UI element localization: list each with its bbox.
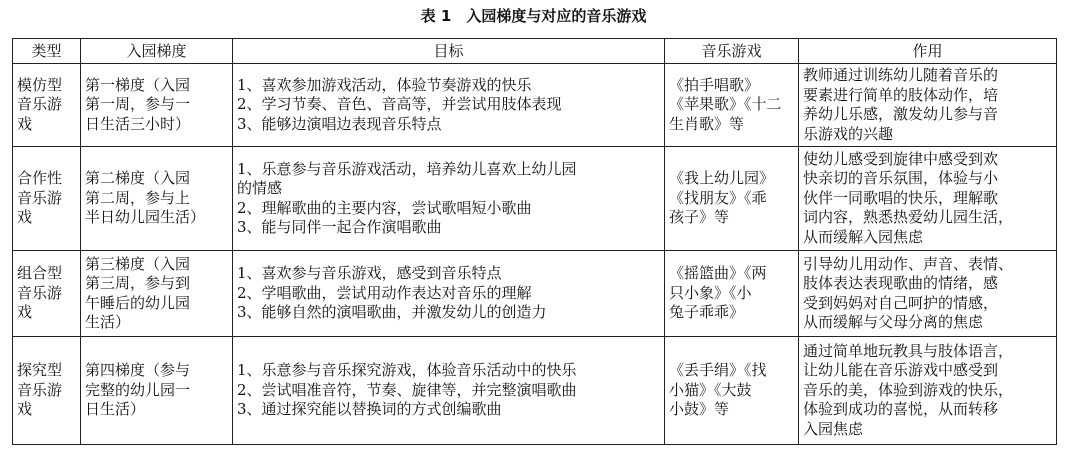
cell-effect xyxy=(799,337,1057,445)
cell-line: 的情感 xyxy=(237,179,283,197)
cell-line: 第二周，参与上 xyxy=(85,188,191,207)
cell-line: 日生活） xyxy=(85,400,146,419)
cell-line: 完整的幼儿园一 xyxy=(85,380,191,399)
cell-line: 音乐游 xyxy=(17,95,63,114)
cell-line: 戏 xyxy=(17,400,33,419)
cell-goals xyxy=(233,64,665,147)
cell-type xyxy=(13,147,81,251)
cell-line: 《我上幼儿园》 xyxy=(669,169,775,188)
cell-line: 3、通过探究能以替换词的方式创编歌曲 xyxy=(237,400,502,419)
cell-line: 2、理解歌曲的主要内容，尝试歌唱短小歌曲 xyxy=(237,198,532,217)
cell-line: 音乐游 xyxy=(17,380,63,399)
cell-gradient xyxy=(81,147,233,251)
cell-line: 3、能与同伴一起合作演唱歌曲 xyxy=(237,218,442,236)
header-effect: 作用 xyxy=(799,39,1057,64)
cell-effect xyxy=(799,251,1057,337)
cell-line: 《摇篮曲》《两 xyxy=(669,264,767,283)
table-row xyxy=(13,337,1057,445)
cell-line: 生活） xyxy=(85,313,131,331)
cell-games xyxy=(665,64,799,147)
cell-line: 《找朋友》《乖 xyxy=(669,188,767,207)
cell-line: 3、能够边演唱边表现音乐特点 xyxy=(237,114,442,133)
cell-line: 音乐的美，体验到游戏的快乐， xyxy=(803,380,1014,399)
cell-line: 《苹果歌》《十二 xyxy=(669,95,782,114)
cell-line: 音乐游 xyxy=(17,188,63,207)
cell-line: 戏 xyxy=(17,208,33,227)
cell-line: 词内容，熟悉热爱幼儿园生活， xyxy=(803,208,1014,227)
cell-line: 肢体表达表现歌曲的情绪，感 xyxy=(803,274,999,292)
cell-type xyxy=(13,337,81,445)
cell-line: 第一梯度（入园 xyxy=(85,75,191,94)
cell-goals xyxy=(233,251,665,337)
cell-line: 生肖歌》等 xyxy=(669,114,745,133)
cell-line: 第三梯度（入园 xyxy=(85,254,191,273)
cell-line: 养幼儿乐感，激发幼儿参与音 xyxy=(803,105,999,123)
cell-gradient xyxy=(81,64,233,147)
cell-line: 合作性 xyxy=(17,169,63,188)
cell-line: 模仿型 xyxy=(17,75,63,94)
cell-goals xyxy=(233,337,665,445)
cell-line: 2、尝试唱准音符，节奏、旋律等，并完整演唱歌曲 xyxy=(237,380,577,399)
gradient-music-game-table xyxy=(12,38,1057,445)
cell-line: 第二梯度（入园 xyxy=(85,169,191,188)
cell-line: 2、学习节奏、音色、音高等，并尝试用肢体表现 xyxy=(237,95,562,114)
cell-line: 1、乐意参与音乐游戏活动，培养幼儿喜欢上幼儿园 xyxy=(237,159,577,178)
cell-line: 要素进行简单的肢体动作，培 xyxy=(803,85,999,104)
cell-line: 日生活三小时） xyxy=(85,114,191,133)
cell-line: 伙伴一同歌唱的快乐，理解歌 xyxy=(803,188,999,207)
cell-line: 快亲切的音乐氛围，体验与小 xyxy=(803,169,999,188)
cell-line: 1、喜欢参与音乐游戏，感受到音乐特点 xyxy=(237,264,502,283)
cell-line: 乐游戏的兴趣 xyxy=(803,124,894,143)
header-games: 音乐游戏 xyxy=(665,39,799,64)
cell-line: 《丢手绢》《找 xyxy=(669,361,767,380)
cell-line: 戏 xyxy=(17,303,33,322)
cell-line: 从而缓解与父母分离的焦虑 xyxy=(803,313,984,331)
cell-line: 使幼儿感受到旋律中感受到欢 xyxy=(803,149,999,168)
cell-line: 探究型 xyxy=(17,361,63,380)
cell-line: 《拍手唱歌》 xyxy=(669,75,760,94)
cell-line: 从而缓解入园焦虑 xyxy=(803,227,924,246)
table-row xyxy=(13,64,1057,147)
cell-line: 午睡后的幼儿园 xyxy=(85,293,191,312)
cell-type xyxy=(13,64,81,147)
cell-games xyxy=(665,147,799,251)
cell-line: 通过简单地玩教具与肢体语言， xyxy=(803,341,1014,360)
cell-games xyxy=(665,251,799,337)
cell-line: 音乐游 xyxy=(17,283,63,302)
cell-line: 1、乐意参与音乐探究游戏，体验音乐活动中的快乐 xyxy=(237,361,577,380)
cell-line: 受到妈妈对自己呵护的情感， xyxy=(803,293,999,312)
cell-effect xyxy=(799,147,1057,251)
cell-line: 2、学唱歌曲，尝试用动作表达对音乐的理解 xyxy=(237,283,532,302)
cell-line: 兔子乖乖》 xyxy=(669,303,745,322)
cell-line: 小猫》《大鼓 xyxy=(669,380,752,399)
cell-line: 第三周，参与到 xyxy=(85,274,191,292)
header-gradient: 入园梯度 xyxy=(81,39,233,64)
header-type: 类型 xyxy=(13,39,81,64)
table-row xyxy=(13,147,1057,251)
cell-line: 只小象》《小 xyxy=(669,283,752,302)
table-header-row xyxy=(13,39,1057,64)
cell-goals xyxy=(233,147,665,251)
cell-line: 教师通过训练幼儿随着音乐的 xyxy=(803,66,999,84)
cell-line: 小鼓》等 xyxy=(669,400,730,419)
cell-line: 让幼儿能在音乐游戏中感受到 xyxy=(803,361,999,380)
header-goals: 目标 xyxy=(233,39,665,64)
cell-line: 1、喜欢参加游戏活动，体验节奏游戏的快乐 xyxy=(237,75,532,94)
cell-line: 引导幼儿用动作、声音、表情、 xyxy=(803,254,1014,273)
table-caption: 表 1 入园梯度与对应的音乐游戏 xyxy=(420,7,647,25)
cell-games xyxy=(665,337,799,445)
cell-line: 第四梯度（参与 xyxy=(85,361,191,380)
cell-line: 第一周，参与一 xyxy=(85,95,191,114)
cell-line: 半日幼儿园生活） xyxy=(85,208,206,227)
cell-line: 组合型 xyxy=(17,264,63,283)
cell-type xyxy=(13,251,81,337)
cell-line: 3、能够自然的演唱歌曲，并激发幼儿的创造力 xyxy=(237,303,547,322)
cell-gradient xyxy=(81,337,233,445)
cell-line: 体验到成功的喜悦，从而转移 xyxy=(803,400,999,419)
cell-gradient xyxy=(81,251,233,337)
cell-line: 孩子》等 xyxy=(669,208,730,227)
cell-line: 戏 xyxy=(17,114,33,133)
cell-line: 入园焦虑 xyxy=(803,419,864,438)
table-row xyxy=(13,251,1057,337)
cell-effect xyxy=(799,64,1057,147)
